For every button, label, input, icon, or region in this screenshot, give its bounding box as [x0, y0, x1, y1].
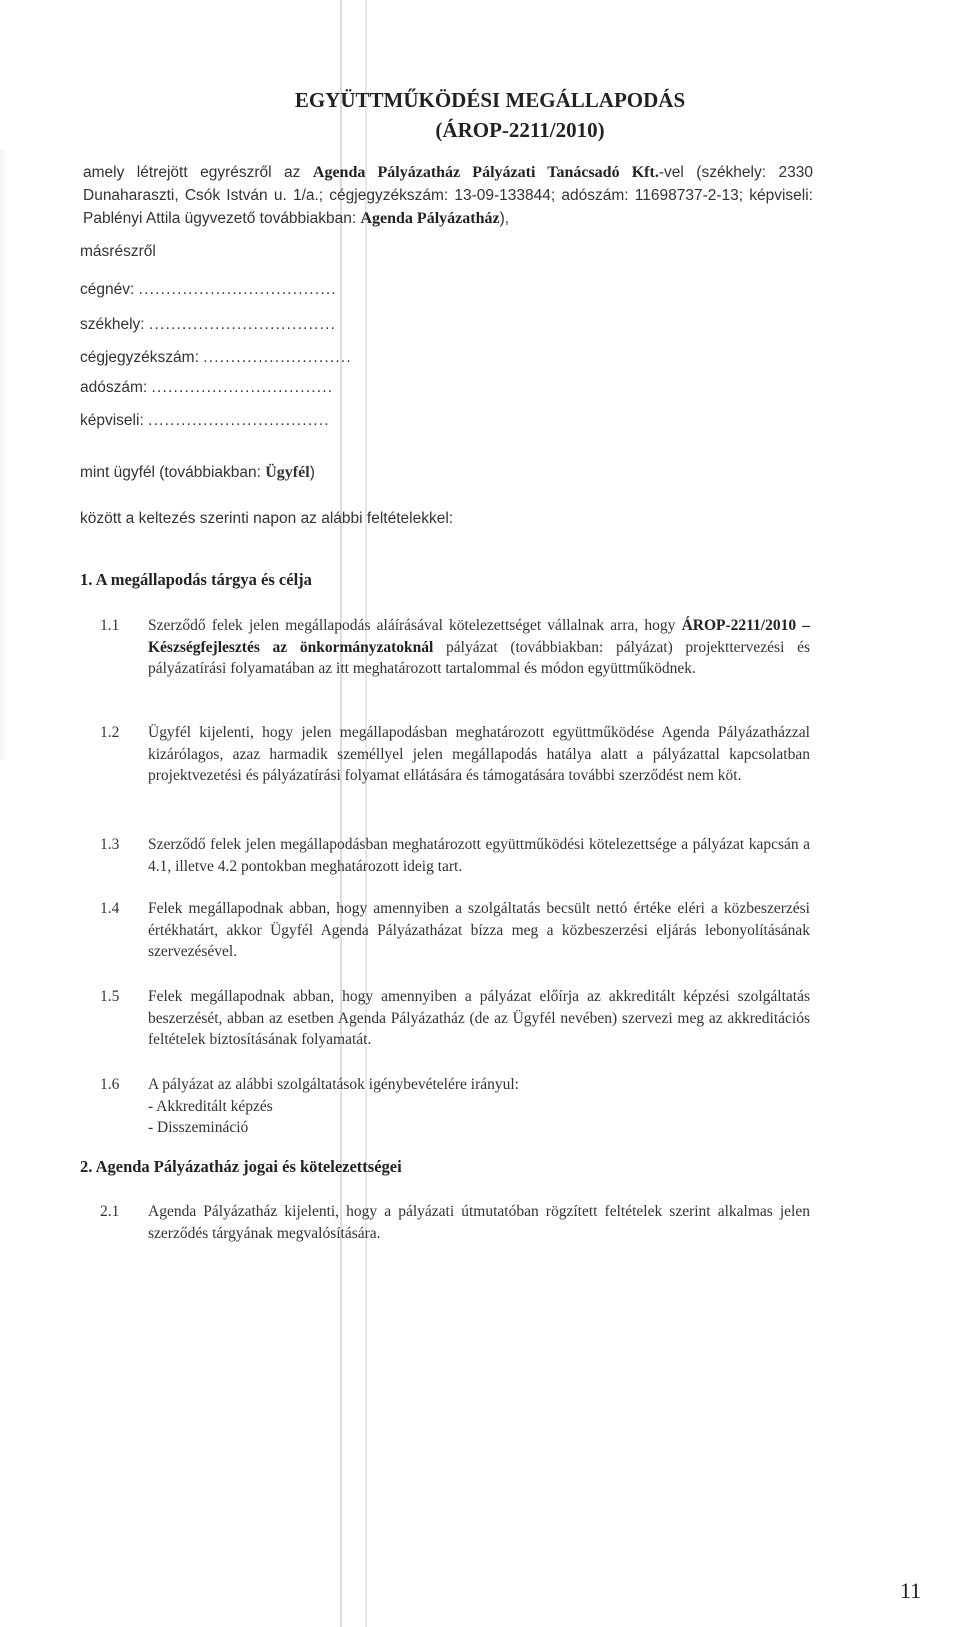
intro-company: Agenda Pályázatház Pályázati Tanácsadó Kft. — [312, 164, 659, 181]
clause-1-2 — [100, 722, 810, 787]
field-label: székhely: — [80, 316, 145, 333]
field-company-name — [80, 281, 337, 299]
clause-text: A pályázat az alábbi szolgáltatások igénybevételére irányul: — [148, 1076, 519, 1093]
list-item: - Akkreditált képzés — [148, 1097, 273, 1115]
clause-text: pályázat (továbbiakban: pályázat) projekttervezési és pályázatírási folyamatában az itt meghatározott tartalommal és módon együttműködnek. — [148, 638, 810, 677]
section-2-heading: 2. Agenda Pályázatház jogai és kötelezettségei — [80, 1157, 402, 1176]
clause-number: 2.1 — [100, 1203, 120, 1220]
page-number: 11 — [900, 1578, 922, 1603]
clause-number: 1.3 — [100, 836, 120, 853]
clause-text: Szerződő felek jelen megállapodás aláírásával kötelezettséget vállalnak arra, hogy — [148, 617, 682, 634]
intro-prefix: amely létrejött egyrészről az — [83, 164, 313, 181]
clause-body — [148, 1074, 810, 1139]
clause-1-4 — [100, 898, 810, 963]
clause-body: Felek megállapodnak abban, hogy amennyiben a pályázat előírja az akkreditált képzési szolgáltatás beszerzését, abban az esetben Agenda Pályázatház (de az Ügyfél nevében) szervezi meg az akkreditációs feltételek biztosításának folyamatát. — [148, 988, 810, 1048]
scan-shadow — [0, 150, 8, 760]
field-label: cégnév: — [80, 281, 135, 298]
field-dots: ................................. — [148, 412, 330, 429]
field-dots: ................................. — [151, 379, 334, 396]
intro-suffix: ), — [499, 210, 510, 227]
intro-paragraph — [83, 161, 813, 230]
clause-number: 1.1 — [100, 617, 120, 634]
clause-1-6 — [100, 1074, 810, 1139]
intro-details: -vel (székhely: 2330 Dunaharaszti, Csók István u. 1/a.; cégjegyzékszám: 13-09-133844; adószám: 11698737-2-13; képviseli: Pablényi Attila ügyvezető továbbiakban: — [83, 164, 813, 227]
scan-fold-line — [365, 0, 367, 1627]
clause-number: 1.5 — [100, 988, 120, 1005]
client-suffix: ) — [309, 464, 315, 481]
clause-1-5 — [100, 986, 810, 1051]
field-dots: .................................... — [138, 281, 337, 298]
field-headquarters — [80, 316, 336, 334]
intro-short-name: Agenda Pályázatház — [360, 210, 500, 227]
clause-number: 1.6 — [100, 1076, 120, 1093]
clause-body: Felek megállapodnak abban, hogy amennyiben a szolgáltatás becsült nettó értéke eléri a közbeszerzési értékhatárt, akkor Ügyfél Agenda Pályázatházat bízza meg a közbeszerzési eljárás lebonyolításának szervezésével. — [148, 900, 810, 960]
field-label: adószám: — [80, 379, 148, 396]
other-party-label: másrészről — [80, 243, 156, 260]
clause-body: Agenda Pályázatház kijelenti, hogy a pályázati útmutatóban rögzített feltételek szerint alkalmas jelen szerződés tárgyának megvalósítására. — [148, 1203, 810, 1242]
clause-1-1 — [100, 615, 810, 680]
document-title: EGYÜTTMŰKÖDÉSI MEGÁLLAPODÁS — [294, 88, 686, 112]
client-clause — [80, 464, 315, 482]
clause-1-3 — [100, 834, 810, 877]
field-label: képviseli: — [80, 412, 144, 429]
clause-number: 1.4 — [100, 900, 120, 917]
clause-body — [148, 615, 810, 680]
between-clause: között a keltezés szerinti napon az alábbi feltételekkel: — [80, 510, 454, 527]
field-dots: .................................. — [148, 316, 337, 333]
list-item: - Disszemináció — [148, 1119, 249, 1136]
field-registration-number — [80, 349, 352, 367]
field-dots: ........................... — [203, 349, 352, 366]
section-1-heading: 1. A megállapodás tárgya és célja — [80, 570, 312, 589]
scan-fold-line — [340, 0, 342, 1627]
field-representative — [80, 412, 330, 430]
clause-bold-text: ÁROP-2211/2010 – Készségfejlesztés az önkormányzatoknál — [148, 617, 810, 656]
client-prefix: mint ügyfél (továbbiakban: — [80, 464, 266, 481]
clause-body: Szerződő felek jelen megállapodásban meghatározott együttműködési kötelezettsége a pályázat kapcsán a 4.1, illetve 4.2 pontokban meghatározott ideig tart. — [148, 836, 810, 875]
document-subtitle: (ÁROP-2211/2010) — [435, 118, 605, 142]
field-tax-number — [80, 379, 333, 397]
clause-number: 1.2 — [100, 724, 120, 741]
field-label: cégjegyzékszám: — [80, 349, 199, 366]
clause-body: Ügyfél kijelenti, hogy jelen megállapodásban meghatározott együttműködése Agenda Pályázatházzal kizárólagos, azaz harmadik személlyel jelen megállapodás hatálya alatt a pályázattal kapcsolatban projektvezetési és pályázatírási folyamat ellátására és támogatására további szerződést nem köt. — [148, 724, 810, 784]
client-name: Ügyfél — [265, 464, 310, 481]
clause-2-1 — [100, 1201, 810, 1244]
